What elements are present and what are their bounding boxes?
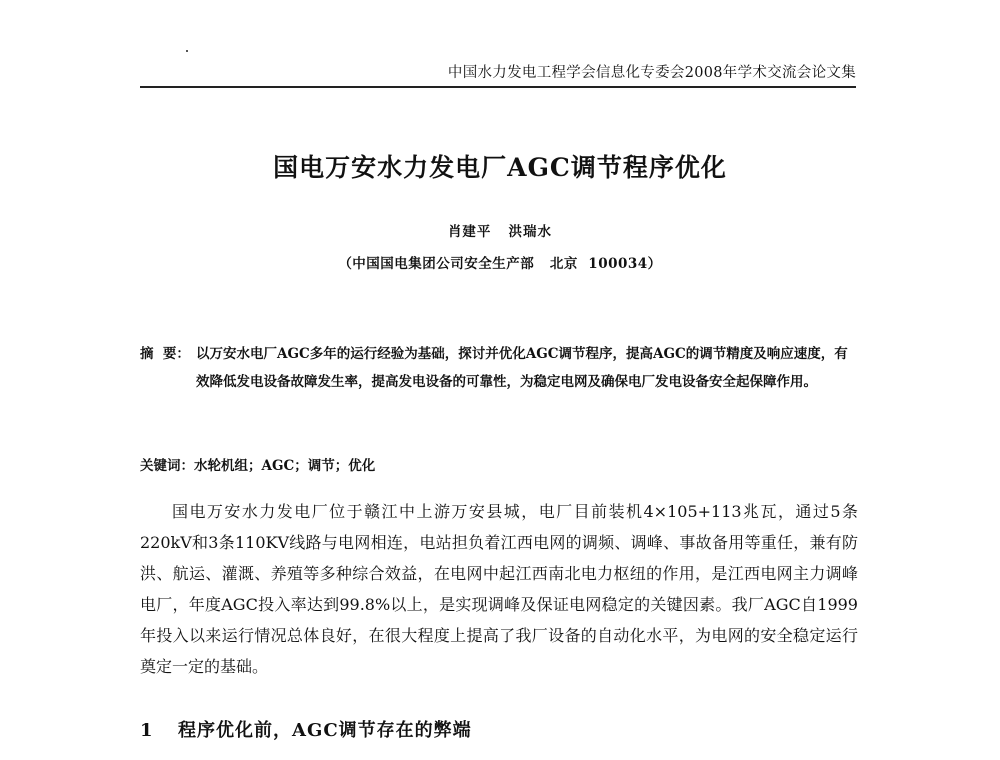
section-heading [140,716,860,742]
section-number: 1 [140,720,154,741]
keywords-label: 关键词： [140,458,194,474]
running-header: 中国水力发电工程学会信息化专委会2008年学术交流会论文集 [140,61,856,88]
section-title: 程序优化前，AGC调节存在的弊端 [178,720,472,741]
authors: 肖建平 洪瑞水 [447,224,553,240]
body-paragraph: 国电万安水力发电厂位于赣江中上游万安县城，电厂目前装机4×105+113兆瓦，通过5条220kV和3条110KV线路与电网相连，电站担负着江西电网的调频、调峰、事故备用等重任，兼有防洪、航运、灌溉、养殖等多种综合效益，在电网中起江西南北电力枢纽的作用，是江西电网主力调峰电厂，年度AGC投入率达到99.8%以上，是实现调峰及保证电网稳定的关键因素。我厂AGC自1999年投入以来运行情况总体良好，在很大程度上提高了我厂设备的自动化水平，为电网的安全稳定运行奠定一定的基础。 [140,502,858,676]
scan-speck [186,50,188,52]
abstract-label: 摘 要： [140,346,190,362]
affiliation: （中国国电集团公司安全生产部 北京 100034） [338,256,662,272]
abstract-text: 以万安水电厂AGC多年的运行经验为基础，探讨并优化AGC调节程序，提高AGC的调节精度及响应速度，有效降低发电设备故障发生率，提高发电设备的可靠性，为稳定电网及确保电厂发电设备安全起保障作用。 [196,346,848,390]
keywords [140,454,860,474]
paper-title: 国电万安水力发电厂AGC调节程序优化 [273,153,727,182]
abstract [140,340,860,396]
keywords-text: 水轮机组；AGC；调节；优化 [194,458,376,474]
